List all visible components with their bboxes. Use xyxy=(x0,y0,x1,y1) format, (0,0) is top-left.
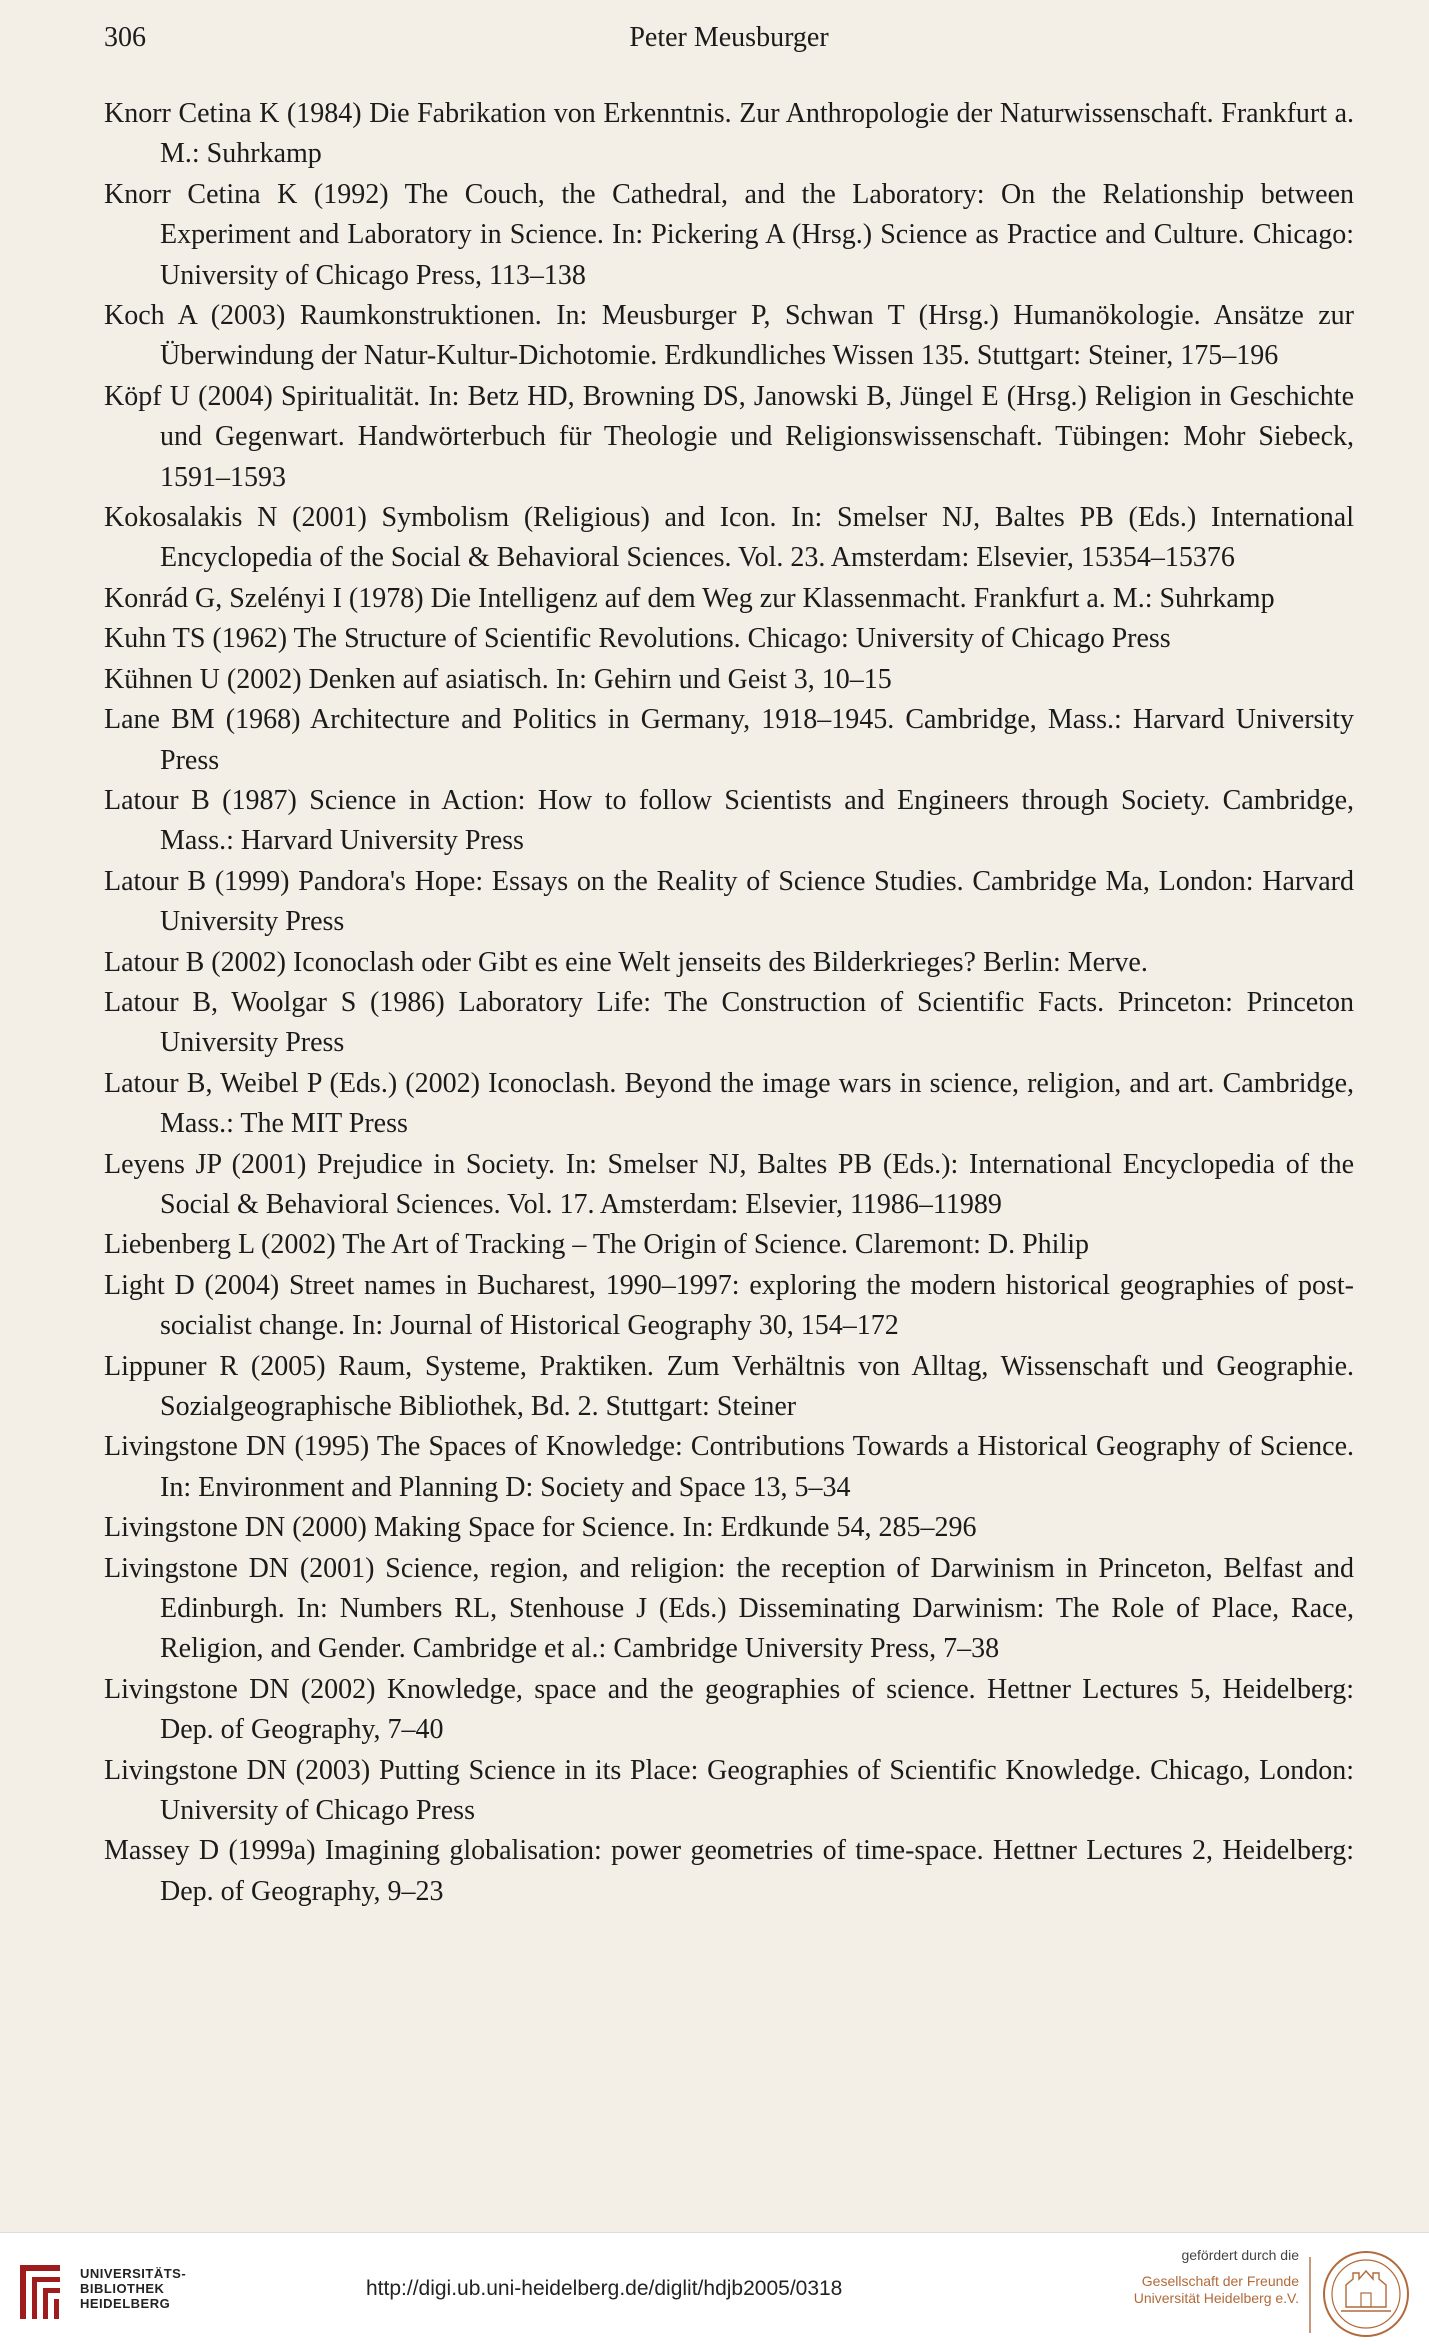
digitization-footer xyxy=(0,2232,1429,2345)
reference-entry: Kuhn TS (1962) The Structure of Scientific Revolutions. Chicago: University of Chicago Press xyxy=(104,623,1171,655)
reference-entry: Liebenberg L (2002) The Art of Tracking – The Origin of Science. Claremont: D. Philip xyxy=(104,1229,1090,1261)
reference-entry: Livingstone DN (2000) Making Space for Science. In: Erdkunde 54, 285–296 xyxy=(104,1512,977,1544)
permalink-url[interactable]: http://digi.ub.uni-heidelberg.de/diglit/hdjb2005/0318 xyxy=(366,2277,843,2300)
university-seal-icon xyxy=(1321,2249,1411,2339)
reference-entry: Latour B, Weibel P (Eds.) (2002) Iconoclash. Beyond the image wars in science, religion, and art. Cambridge, Mass.: The MIT Press xyxy=(104,1067,1354,1140)
reference-entry: Livingstone DN (2003) Putting Science in its Place: Geographies of Scientific Knowledge. Chicago, London: University of Chicago Press xyxy=(104,1754,1354,1827)
library-logo-icon xyxy=(16,2259,66,2325)
sponsor-block xyxy=(1134,2247,1299,2307)
reference-entry: Livingstone DN (1995) The Spaces of Knowledge: Contributions Towards a Historical Geography of Science. In: Environment and Planning D: Society and Space 13, 5–34 xyxy=(104,1431,1354,1503)
sponsor-name-line: Gesellschaft der Freunde xyxy=(1141,2273,1299,2289)
reference-entry: Koch A (2003) Raumkonstruktionen. In: Meusburger P, Schwan T (Hrsg.) Humanökologie. Ansätze zur Überwindung der Natur-Kultur-Dichotomie. Erdkundliches Wissen 135. Stuttgart: Steiner, 175–196 xyxy=(104,300,1354,372)
reference-entry: Massey D (1999a) Imagining globalisation: power geometries of time-space. Hettner Lectures 2, Heidelberg: Dep. of Geography, 9–23 xyxy=(104,1835,1354,1907)
reference-entry: Lane BM (1968) Architecture and Politics in Germany, 1918–1945. Cambridge, Mass.: Harvard University Press xyxy=(104,704,1354,776)
reference-entry: Latour B (2002) Iconoclash oder Gibt es eine Welt jenseits des Bilderkrieges? Berlin: Merve. xyxy=(104,946,1148,978)
reference-entry: Leyens JP (2001) Prejudice in Society. In: Smelser NJ, Baltes PB (Eds.): International Encyclopedia of the Social & Behavioral Sciences. Vol. 17. Amsterdam: Elsevier, 11986–11989 xyxy=(104,1148,1354,1220)
sponsor-lead: gefördert durch die xyxy=(1181,2247,1299,2263)
reference-entry: Knorr Cetina K (1984) Die Fabrikation von Erkenntnis. Zur Anthropologie der Naturwissenschaft. Frankfurt a. M.: Suhrkamp xyxy=(104,98,1354,170)
library-name-line: HEIDELBERG xyxy=(80,2296,171,2311)
sponsor-name-line: Universität Heidelberg e.V. xyxy=(1133,2290,1299,2306)
library-name-line: BIBLIOTHEK xyxy=(80,2281,165,2296)
reference-entry: Latour B, Woolgar S (1986) Laboratory Life: The Construction of Scientific Facts. Princeton: Princeton University Press xyxy=(104,986,1354,1059)
library-name xyxy=(80,2266,186,2311)
reference-entry: Kokosalakis N (2001) Symbolism (Religious) and Icon. In: Smelser NJ, Baltes PB (Eds.) International Encyclopedia of the Social & Behavioral Sciences. Vol. 23. Amsterdam: Elsevier, 15354–15376 xyxy=(104,502,1354,574)
reference-entry: Konrád G, Szelényi I (1978) Die Intelligenz auf dem Weg zur Klassenmacht. Frankfurt a. M.: Suhrkamp xyxy=(104,582,1275,614)
reference-entry: Köpf U (2004) Spiritualität. In: Betz HD, Browning DS, Janowski B, Jüngel E (Hrsg.) Religion in Geschichte und Gegenwart. Handwörterbuch für Theologie und Religionswissenschaft. Tübingen: Mohr Siebeck, 1591–1593 xyxy=(104,380,1354,493)
reference-entry: Knorr Cetina K (1992) The Couch, the Cathedral, and the Laboratory: On the Relationship between Experiment and Laboratory in Science. In: Pickering A (Hrsg.) Science as Practice and Culture. Chicago: University of Chicago Press, 113–138 xyxy=(104,178,1354,291)
reference-entry: Latour B (1999) Pandora's Hope: Essays on the Reality of Science Studies. Cambridge Ma, London: Harvard University Press xyxy=(104,865,1354,938)
library-name-line: UNIVERSITÄTS- xyxy=(80,2266,187,2281)
reference-entry: Light D (2004) Street names in Bucharest, 1990–1997: exploring the modern historical geographies of post-socialist change. In: Journal of Historical Geography 30, 154–172 xyxy=(104,1269,1354,1342)
sponsor-divider xyxy=(1309,2257,1311,2333)
page-number: 306 xyxy=(104,22,146,53)
reference-entry: Livingstone DN (2002) Knowledge, space and the geographies of science. Hettner Lectures 5, Heidelberg: Dep. of Geography, 7–40 xyxy=(104,1673,1354,1746)
page-header xyxy=(104,22,1354,66)
reference-list xyxy=(104,94,1354,1912)
reference-entry: Lippuner R (2005) Raum, Systeme, Praktiken. Zum Verhältnis von Alltag, Wissenschaft und Geographie. Sozialgeographische Bibliothek, Bd. 2. Stuttgart: Steiner xyxy=(104,1350,1354,1422)
reference-entry: Livingstone DN (2001) Science, region, and religion: the reception of Darwinism in Princeton, Belfast and Edinburgh. In: Numbers RL, Stenhouse J (Eds.) Disseminating Darwinism: The Role of Place, Race, Religion, and Gender. Cambridge et al.: Cambridge University Press, 7–38 xyxy=(104,1552,1354,1665)
reference-entry: Kühnen U (2002) Denken auf asiatisch. In: Gehirn und Geist 3, 10–15 xyxy=(104,663,892,695)
running-head: Peter Meusburger xyxy=(629,22,829,53)
reference-entry: Latour B (1987) Science in Action: How to follow Scientists and Engineers through Society. Cambridge, Mass.: Harvard University Press xyxy=(104,784,1354,857)
